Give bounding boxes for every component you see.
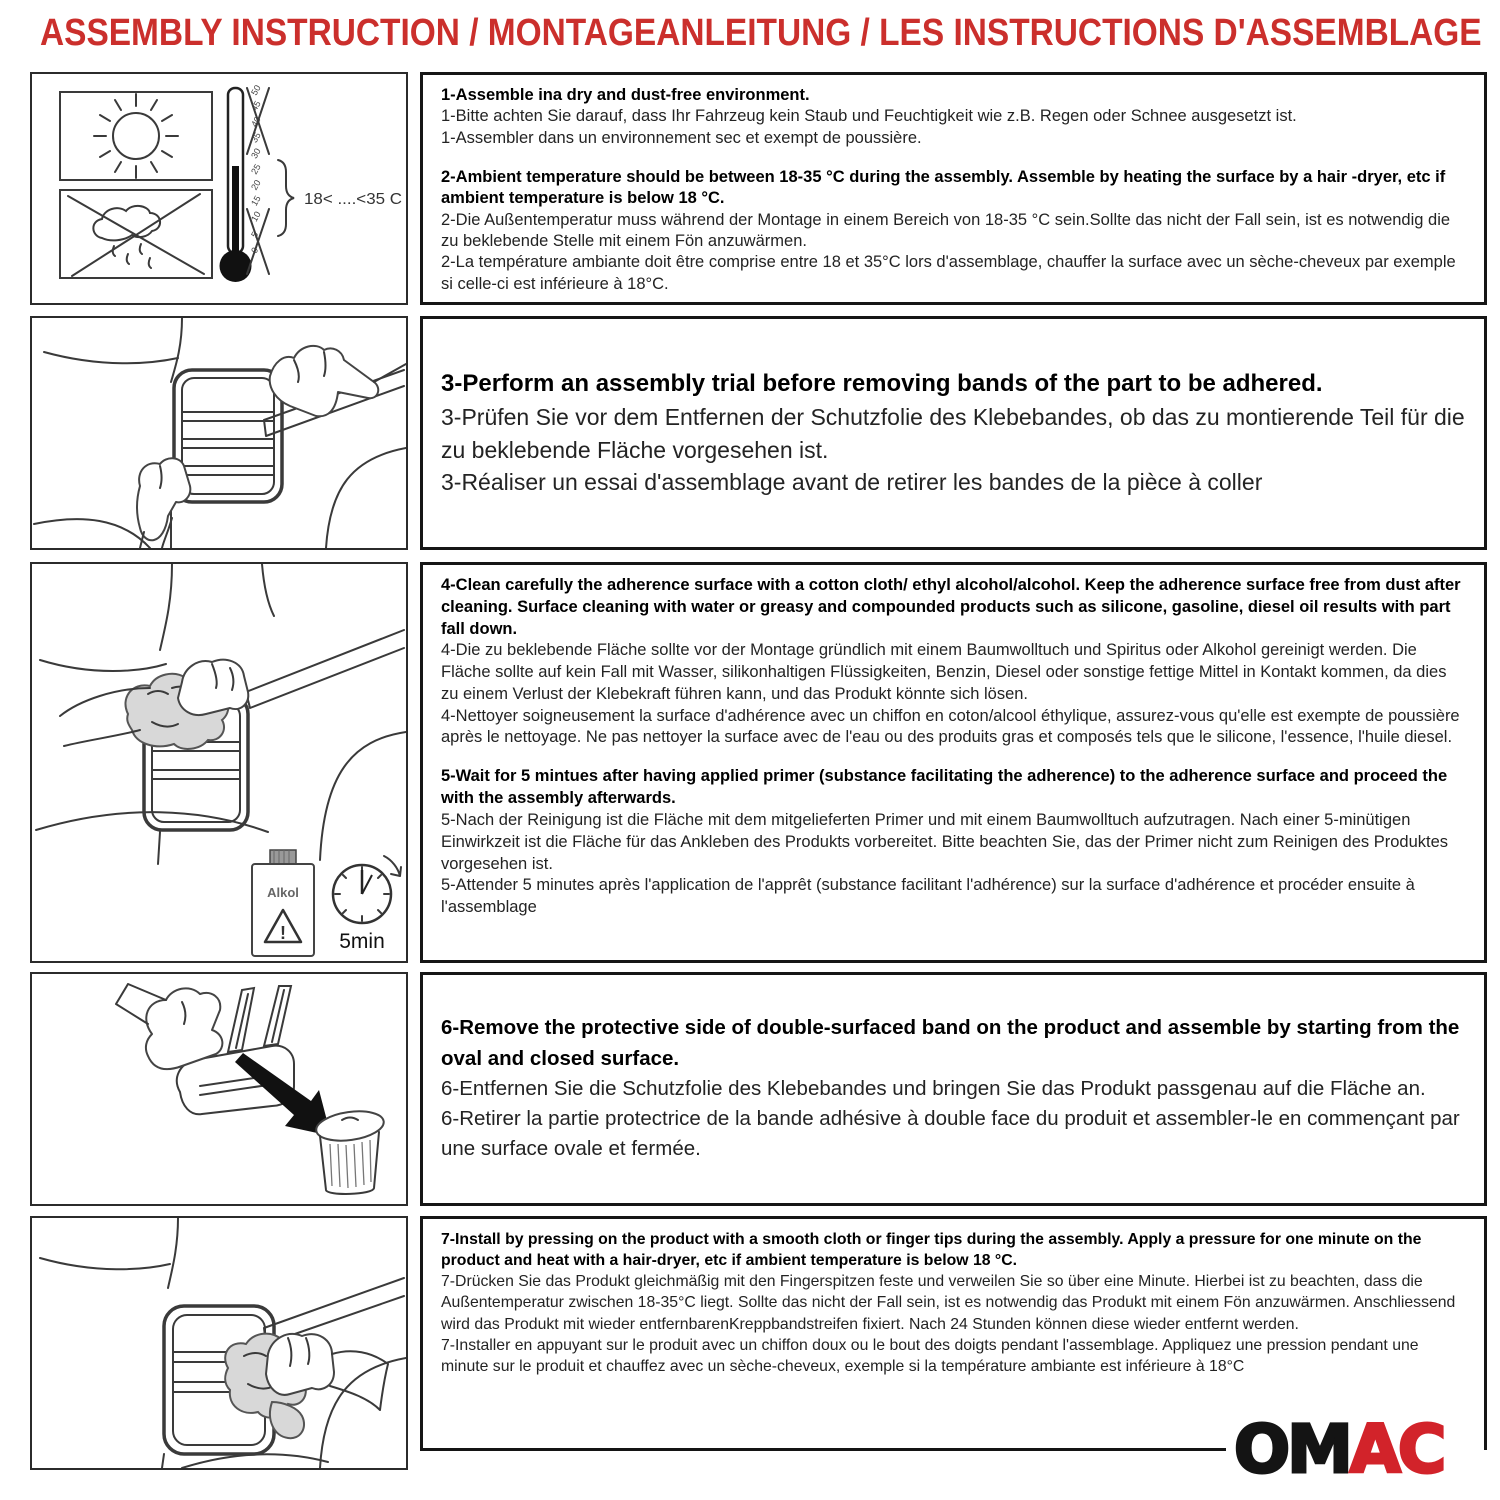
- instruction-paragraph: 5-Nach der Reinigung ist die Fläche mit dem mitgelieferten Primer und mit einem Baumwolltuch aufzutragen. Nach einer 5-minütigen Einwirkzeit ist die Fläche für das Ankleben des Produkts vorbereitet. Bitte beachten Sie, das der Primer nicht zum Reinigen des Produktes vorgesehen ist.: [441, 810, 1449, 873]
- thermometer-scale-number: 35: [249, 130, 263, 145]
- thermometer-scale: [249, 83, 263, 255]
- vehicle-outline: [40, 1218, 406, 1468]
- instruction-paragraph: 5-Wait for 5 mintues after having applied primer (substance facilitating the adherence) to the adherence surface and proceed the with the assembly afterwards.: [441, 767, 1448, 808]
- assembly-trial-illustration: [32, 318, 406, 548]
- svg-text:OMAC: [1234, 1411, 1443, 1488]
- bottle-label: Alkol: [267, 885, 299, 900]
- thermometer-scale-number: 20: [249, 178, 263, 192]
- instruction-paragraph: 2-Ambient temperature should be between 18-35 °C during the assembly. Assemble by heating the surface by a hair -dryer, etc if ambient temperature is below 18 °C.: [441, 167, 1446, 208]
- instruction-paragraph: 1-Bitte achten Sie darauf, dass Ihr Fahrzeug kein Staub und Feuchtigkeit wie z.B. Regen oder Schnee ausgesetzt ist.: [441, 107, 1297, 126]
- logo-black-letters: OM: [1234, 1411, 1350, 1488]
- instructions-step-1-2: [420, 72, 1487, 305]
- hand-peeling: [116, 984, 222, 1069]
- brace: [278, 160, 294, 236]
- instruction-paragraph: 5-Attender 5 minutes après l'application de l'apprêt (substance facilitant l'adhérence) sur la surface d'adhérence et procéder ensuite à l'assemblage: [441, 876, 1415, 917]
- trash-can-icon: [314, 1107, 385, 1194]
- vehicle-outline: [34, 318, 406, 548]
- peel-band-illustration: [32, 974, 406, 1204]
- discard-arrow-icon: [235, 1053, 331, 1136]
- illustration-peel-band: [30, 972, 408, 1206]
- page-title: ASSEMBLY INSTRUCTION / MONTAGEANLEITUNG / LES INSTRUCTIONS D'ASSEMBLAGE: [40, 12, 1482, 54]
- thermometer-scale-number: 5: [249, 229, 261, 240]
- environment-illustration: [32, 74, 406, 303]
- instructions-step-4-5: [420, 562, 1487, 963]
- sun-icon: [60, 92, 212, 180]
- instruction-paragraph: 4-Die zu beklebende Fläche sollte vor der Montage gründlich mit einem Baumwolltuch und Spiritus oder Alkohol gereinigt werden. Die Fläche sollte auf kein Fall mit Wasser, silikonhaltigen Flüssigkeiten, Benzin, Diesel oder sonstige fettige Mittel in Kontakt kommen, da dies zu einem Verlust der Klebekraft führen kann, und das Produkt könnte sich lösen.: [441, 641, 1447, 703]
- instruction-paragraph: 3-Perform an assembly trial before removing bands of the part to be adhered.: [441, 369, 1323, 397]
- instruction-paragraph: 1-Assembler dans un environnement sec et exempt de poussière.: [441, 128, 922, 147]
- instruction-paragraph: 4-Clean carefully the adherence surface with a cotton cloth/ ethyl alcohol/alcohol. Keep the adherence surface free from dust after cleaning. Surface cleaning with water or greasy and compounded products such as silicone, gasoline, diesel oil results with part fall down.: [441, 576, 1461, 638]
- instruction-paragraph: 2-Die Außentemperatur muss während der Montage in einem Bereich von 18-35 °C sein.Sollte das nicht der Fall sein, ist es notwendig die zu beklebende Stelle mit einem Fön anzuwärmen.: [441, 210, 1451, 250]
- clock-duration-label: 5min: [339, 930, 385, 953]
- thermometer-scale-number: 25: [249, 162, 263, 176]
- instruction-paragraph: 6-Entfernen Sie die Schutzfolie des Klebebandes und bringen Sie das Produkt passgenau auf die Fläche an.: [441, 1076, 1426, 1100]
- thermometer-scale-number: 15: [249, 193, 263, 208]
- instruction-paragraph: 7-Drücken Sie das Produkt gleichmäßig mit den Fingerspitzen feste und verweilen Sie so über eine Minute. Hierbei ist zu beachten, dass die Außentemperatur zwischen 18-35°C liegt. Sollte das nicht der Fall sein, ist es notwendig das Produkt mit einem Fön anzuwärmen. Anschliessend wird das Produkt mit wieder entfernbarenKreppbandstreifen fixiert. Nach 24 Stunden können diese wieder entfernt werden.: [441, 1273, 1456, 1333]
- instruction-paragraph: 7-Installer en appuyant sur le produit avec un chiffon doux ou le bout des doigts pendant l'assemblage. Appliquez une pression pendant une minute sur le produit et chauffez avec un sèche-cheveux, exemple si la température ambiante est inférieure à 18°C: [441, 1336, 1419, 1375]
- thermometer-icon: [220, 83, 403, 282]
- illustration-cleaning: [30, 562, 408, 963]
- instruction-paragraph: 6-Remove the protective side of double-surfaced band on the product and assemble by starting from the oval and closed surface.: [441, 1016, 1460, 1070]
- omac-logo: [1232, 1402, 1478, 1490]
- hand-top-right: [270, 346, 406, 416]
- illustration-environment: [30, 72, 408, 305]
- instruction-paragraph: 1-Assemble ina dry and dust-free environment.: [441, 86, 810, 104]
- instruction-paragraph: 3-Réaliser un essai d'assemblage avant de retirer les bandes de la pièce à coller: [441, 469, 1263, 496]
- svg-text:!: !: [280, 923, 286, 943]
- footer-divider: [420, 1448, 1226, 1451]
- no-rain-icon: [60, 190, 212, 278]
- instruction-paragraph: 4-Nettoyer soigneusement la surface d'adhérence avec un chiffon en coton/alcool éthylique, assurez-vous qu'elle est exempte de poussière après le nettoyage. Ne pas nettoyer la surface avec de l'eau ou des produits gras et composés tels que le silicone, l'essence, l'huile diesel.: [441, 706, 1460, 747]
- thermometer-scale-number: 40: [249, 114, 263, 129]
- thermometer-scale-number: 30: [249, 146, 263, 161]
- press-product-illustration: [32, 1218, 406, 1468]
- thermometer-scale-number: 50: [249, 83, 263, 97]
- instruction-paragraph: 3-Prüfen Sie vor dem Entfernen der Schutzfolie des Klebebandes, ob das zu montierende Teil für die zu beklebende Fläche vorgesehen ist.: [441, 404, 1465, 463]
- illustration-press-product: [30, 1216, 408, 1470]
- logo-red-letters: AC: [1349, 1411, 1444, 1488]
- instructions-step-6: [420, 972, 1487, 1206]
- thermometer-scale-number: 45: [249, 99, 263, 113]
- alcohol-bottle-icon: [252, 850, 314, 956]
- clock-icon: [333, 856, 401, 953]
- instruction-paragraph: 6-Retirer la partie protectrice de la bande adhésive à double face du produit et assembler-le en commençant par une surface ovale et fermée.: [441, 1107, 1460, 1161]
- cleaning-illustration: [32, 564, 406, 961]
- temperature-range-label: 18< ....<35 C: [304, 191, 402, 208]
- instruction-paragraph: 2-La température ambiante doit être comprise entre 18 et 35°C lors d'assemblage, chauffer la surface avec un sèche-cheveux par exemple si celle-ci est inférieure à 18°C.: [441, 253, 1456, 293]
- instructions-step-3: [420, 316, 1487, 550]
- instruction-paragraph: 7-Install by pressing on the product with a smooth cloth or finger tips during the assembly. Apply a pressure for one minute on the product and heat with a hair-dryer, etc if ambient temperature is below 18 °C.: [441, 1231, 1422, 1270]
- protective-strips: [228, 986, 291, 1052]
- illustration-assembly-trial: [30, 316, 408, 550]
- thermometer-scale-number: 10: [249, 209, 263, 224]
- hand-bottom-left: [137, 458, 190, 548]
- thermometer-scale-number: 0: [249, 245, 261, 255]
